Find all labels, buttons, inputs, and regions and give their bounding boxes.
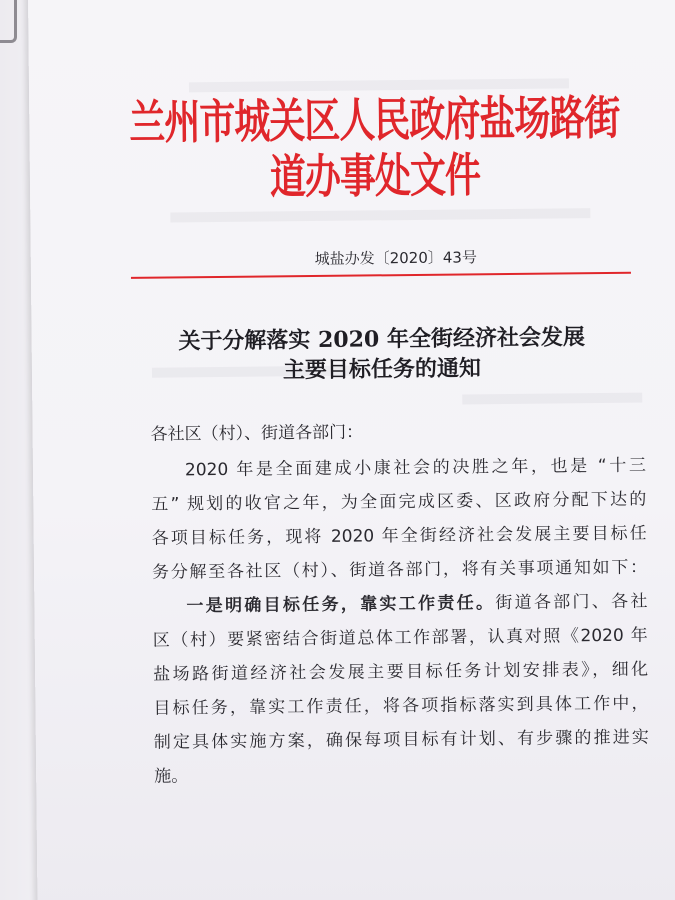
paragraph-2-heading: 一是明确目标任务，靠实工作责任。 [186, 593, 496, 617]
paragraph-2-line: 制定具体实施方案，确保每项目标有计划、有步骤的推进实 [153, 727, 649, 753]
document-title-line-1: 关于分解落实 2020 年全街经济社会发展 [178, 324, 586, 355]
paragraph-2-line: 盐场路街道经济社会发展主要目标任务计划安排表》，细化 [153, 659, 649, 685]
paragraph-2-text: 街道各部门、各社 [495, 591, 648, 614]
document-page [28, 0, 675, 900]
paragraph-2-line: 目标任务，靠实工作责任，将各项指标落实到具体工作中， [153, 693, 649, 719]
paragraph-1-line: 各项目标任务，现将 2020 年全街经济社会发展主要目标任 [151, 523, 647, 549]
document-title-line-2: 主要目标任务的通知 [282, 355, 482, 384]
paragraph-1-line: 五” 规划的收官之年，为全面完成区委、区政府分配下达的 [151, 489, 647, 515]
salutation: 各社区（村）、街道各部门： [150, 422, 364, 445]
paragraph-2-line: 施。 [154, 766, 189, 787]
show-through-line [189, 78, 569, 92]
document-number: 城盐办发〔2020〕43号 [314, 248, 478, 269]
show-through-line [170, 208, 590, 222]
paragraph-1-line: 2020 年是全面建成小康社会的决胜之年，也是 “十三 [184, 455, 647, 481]
issuer-header: 兰州市城关区人民政府盐场路街道办事处文件 [129, 90, 620, 206]
paragraph-2-line: 区（村）要紧密结合街道总体工作部署，认真对照《2020 年 [152, 625, 648, 651]
red-divider [131, 272, 631, 279]
paragraph-1-line: 务分解至各社区（村）、街道各部门，将有关事项通知如下： [151, 557, 648, 583]
show-through-line [462, 393, 642, 405]
paragraph-2-first-line [186, 587, 647, 617]
binder-clip-edge [0, 0, 17, 43]
